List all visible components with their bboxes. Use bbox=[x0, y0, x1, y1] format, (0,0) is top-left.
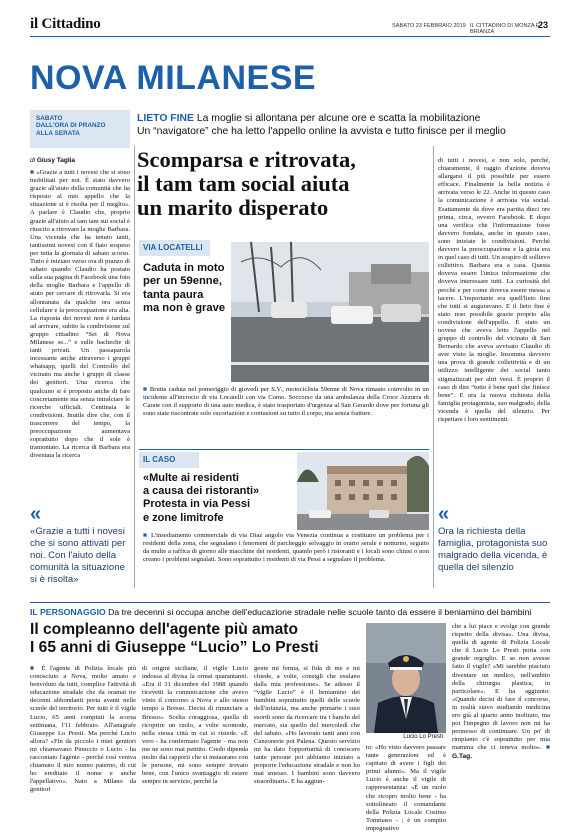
box2-tag: IL CASO bbox=[139, 452, 199, 468]
bottom-headline bbox=[30, 621, 370, 657]
box1-tag: VIA LOCATELLI bbox=[139, 240, 210, 256]
end-marker: ■ bbox=[546, 744, 550, 752]
box1-body-text: Brutta caduta nel pomeriggio di giovedì per S.V., motociclista 59enne di Nova rimasto coinvolto in un incidente all'incrocio di via Locatelli con via Como. Soccorso da una ambulanza della Croce Azzurra di Carate con il supporto di una auto medica, è stato trasportato d'urgenza al San Gerardo dove per fortuna gli sono state riscontrate solo escoriazioni e contusioni su tutto il corpo, ma senza fratture. bbox=[143, 386, 429, 418]
box2-title bbox=[143, 472, 260, 525]
bottom-col2-text: di origini siciliane, il vigile Lucio indossa al divisa la ormai quarantanni. «Era il 31 dicembre del 1988 quando ricevetti la comunicazione che avevo vinto il concorso a Nova e allo stesso tempo a Bresso. Decisi di rinunciare a Bresso». Scelta coraggiosa, quella di ricoprire un ruolo, a volte scomodo, nella stessa città in cui si risiede. «È vero - ha confermato l'agente - ma non me ne sono mai pentito. Credo dipenda molto dai rapporti che si instaurano con le persone, mi sono sempre trovato bene, con l'unico svantaggio di essere sempre in servizio, perché la bbox=[142, 665, 248, 786]
quote-open-icon: « bbox=[438, 503, 450, 525]
box1-title-line1: Caduta in moto bbox=[143, 262, 225, 274]
bottom-col1-text: È l'agente di Polizia locale più conosciuto a Nova, molto amato e benvoluto da tutti, complice l'attività di educazione stradale che da oramai tre decenni abbondanti porta avanti nelle scuole del territorio. Per tutti è il vigile Lucio, 65 anni compiuti la scorsa settimana, l'11 febbraio. All'anagrafe Giuseppe Lo Presti. Ma perché Lucio allora? «Fin da piccolo i miei genitori mi chiamavano Pinuccio o Lucio - ha raccontato l'agente - perché così veniva chiamato il mio nonno paterno, di cui ho ereditato il nome e anche l'appellativo». Nato a Milano da genitori bbox=[30, 665, 136, 794]
box-via-locatelli bbox=[139, 240, 429, 445]
sidebar-tag-day: SABATO bbox=[36, 115, 63, 122]
box-divider bbox=[139, 449, 429, 450]
main-headline-line3: un marito disperato bbox=[137, 195, 329, 220]
box2-title-line2: a causa dei ristoranti» bbox=[143, 485, 260, 498]
section-title: NOVA MILANESE bbox=[30, 59, 317, 97]
page-number: 23 bbox=[538, 20, 549, 30]
left-pull-quote bbox=[30, 503, 132, 586]
box1-body bbox=[143, 386, 429, 444]
portrait-photo bbox=[366, 623, 446, 733]
box1-title-line2: per un 59enne, bbox=[143, 275, 222, 288]
right-pull-quote bbox=[438, 503, 550, 574]
bottom-kicker bbox=[30, 607, 550, 618]
main-headline-line1: Scomparsa e ritrovata, bbox=[137, 147, 356, 172]
right-quote-text: Ora la richiesta della famiglia, protagonista suo malgrado della vicenda, è quella del silenzio bbox=[438, 526, 548, 573]
bottom-col2 bbox=[142, 665, 248, 818]
box2-body bbox=[143, 532, 429, 590]
paragraph-marker: ■ bbox=[30, 665, 42, 672]
accident-photo bbox=[231, 242, 429, 382]
bottom-col5 bbox=[452, 623, 550, 818]
masthead-logo: il Cittadino bbox=[30, 16, 101, 32]
bottom-col4 bbox=[366, 744, 446, 832]
main-subhead: Un “navigatore” che ha letto l'appello online la avvista e tutto finisce per il meglio bbox=[137, 126, 506, 137]
sidebar-tag-line2: ALLA SERATA bbox=[36, 129, 80, 137]
main-headline bbox=[137, 148, 427, 220]
bottom-col3 bbox=[254, 665, 360, 818]
box2-body-text: L'insediamento commerciale di via Diaz angolo via Venezia continua a costituire un problema per i residenti della zona, che segnalano i fenomeni di parcheggio selvaggio in orario serale e notturno, seguito da multe a raffica di giorno alle macchine dei residenti, quando però i ristoranti e i locali sono chiusi o non creano i problemi segnalati. Sono soprattutto i residenti di via Pessi a segnalare il problema. bbox=[143, 532, 429, 564]
bottom-col5-text: che a lui piace e svolge con grande rispetto della divisa». Una divisa, quella di agente di Polizia Locale che il Lucio Lo Presti porta con grande orgoglio. E se non avesse fatto il vigile? «Mi sarebbe piaciuto diventare un medico, nell'ambito della chirurgia plastica, in particolare». E ha aggiunto: «Quando decisi di fare il concorso, in realtà stavo studiando medicina ero già al quarto anno inoltrato, ma poi l'impegno di lavoro non mi ha permesso di continuare. Un po' di rimpianto c'è soprattutto per mia mamma che ci teneva molto». bbox=[452, 623, 550, 752]
left-quote-text: «Grazie a tutti i novesi che si sono attivati per noi. Con l'aiuto della comunità la situazione si è risolta» bbox=[30, 526, 126, 585]
main-col2-text: di tutti i novesi, e non solo, perché, chiaramente, il raggio d'azione doveva allargarsi il più possibile per essere efficace. Finalmente la bella notizia è arrivata verso le 22. Anche in questo caso la comunicazione è arrivata via social. Esattamente da dove era partita dieci ore prima, circa, ovvero Facebook. E dopo una verifica che l'informazione fosse davvero fondata, anche in questo caso, sono iniziate le condivisioni. Perché davvero la preoccupazione e la gioia era in quel caso di tutti. Un sospiro di sollievo collettivo. Barbara era a casa. Questa doveva essere l'unica informazione che doveva interessare tutti. La curiosità del perché e per come doveva essere messa a tacere. L'importante era quell'lieto fine che tutti si auguravano. E il lieto fine è stato reso possibile grazie proprio alla condivisione dell'appello. È stato un novese che aveva letto l'appello nel gruppo di controllo del vicinato di San Bernardo che aveva avvisato Claudio di aver visto la moglie. Insomma davvero una prova di grande collettività e di un utilizzo intelligente dei social tanto stigmatizzati per altri versi. È proprio il caso di dire “tutto è bene quel che finisce bene”. E ora la nuova richiesta della famiglia protagonista, suo malgrado, della vicenda è quella del silenzio. Per rispettare i loro sentimenti. bbox=[438, 157, 550, 423]
main-kicker-text: La moglie si allontana per alcune ore e scatta la mobilitazione bbox=[196, 113, 481, 124]
box2-title-line1: «Multe ai residenti bbox=[143, 472, 239, 484]
bottom-headline-line1: Il compleanno dell'agente più amato bbox=[30, 621, 298, 638]
main-headline-line2: il tam tam social aiuta bbox=[137, 171, 350, 196]
box2-title-line4: e zone limitrofe bbox=[143, 511, 224, 524]
bottom-kicker-label: IL PERSONAGGIO bbox=[30, 607, 106, 617]
main-col1-text: «Grazie a tutti i novesi che si sono mobilitati per noi. È stato davvero grazie all'aiuto della comunità che ha risposto al mio appello che la situazione si è risolta per il meglio». A parlare è Claudio che, proprio grazie all'aiuto al tam tam sui social è riuscito a ritrovare la moglie Barbara. Una vicenda che ha tenuto tanti, tantissimi novesi con il fiato sospeso per tutta la giornata di sabato scorso. Tutto è iniziato verso ora di pranzo di sabato quando Claudio ha postato sulla sua pagina di Facebook una foto della moglie Barbara e l'appello di aiuto per cercare di ritrovarla. Si era allontanata da qualche ora senza cellulare e la preoccupazione era alta. La risposta dei novesi non è tardata ad arrivare, subito la condivisione sul gruppo cittadino “Sei di Nova Milanese se...” e sulle bacheche di tanti privati. Un passaparola incessante anche attraverso i gruppi whatsapp, quelli del Controllo del vicinato ma anche i gruppi di classe dei genitori. Una ricerca che qualcuno si è proposto anche di fare concretamente ma senza intralciare le ricerche ufficiali. Centinaia le condivisioni. Inutile dire che, con il trascorrere del tempo, la preoccupazione aumentava soprattutto dopo che il sole è tramontato. La ricerca di Barbara era diventata la ricerca bbox=[30, 169, 130, 460]
sidebar-tag bbox=[30, 110, 130, 148]
byline-name: Giusy Taglia bbox=[36, 157, 76, 164]
bottom-col4-text: to: «Ho visto davvero passare tante generazioni ed è capitato di avere i figli dei primi alunni». Ma il vigile Lucio è anche il vigile di rappresentanza: «È un ruolo che ricopro molto bene - ha sottolineato il comandante della Polizia Locale Cosimo Tommaso - ; è un compito impegnativo bbox=[366, 744, 446, 832]
column-divider bbox=[134, 146, 135, 588]
byline-prefix: di bbox=[30, 157, 36, 164]
street-photo bbox=[297, 452, 429, 530]
bottom-headline-line2: I 65 anni di Giuseppe “Lucio” Lo Presti bbox=[30, 639, 319, 656]
box1-title-line3: tanta paura bbox=[143, 288, 204, 301]
bottom-col1 bbox=[30, 665, 136, 818]
box2-title-line3: Protesta in via Pessi bbox=[143, 498, 250, 511]
main-kicker-label: LIETO FINE bbox=[137, 113, 194, 124]
masthead-edition: IL CITTADINO DI MONZA E BRIANZA bbox=[470, 23, 540, 35]
main-article-col1 bbox=[30, 169, 130, 494]
paragraph-marker: ■ bbox=[143, 532, 151, 539]
photo-caption: Lucio Lo Presti bbox=[403, 734, 443, 740]
bottom-col3-text: gente mi ferma, si fida di me e mi chiede, a volte, consigli che esulano dalla mia professione». Se adesso il “vigile Lucio” è il beniamino dei bambini soprattutto quelli delle scuole dell'infanzia, ma anche primarie i suoi esordi sono da ricercare tra i banchi del mercato, sia quello del mercoledì che del sabato. «Ho lavorato tanti anni con Canzonerie poi Palena. Questo servizio mi ha dato l'opportunità di conoscere tante persone poi abbiamo iniziato a proporre l'educazione stradale e non ho mai smesso. I bambini sono davvero straordinari». E ha aggiun- bbox=[254, 665, 360, 786]
box-il-caso bbox=[139, 452, 429, 592]
sidebar-tag-line1: DALL'ORA DI PRANZO bbox=[36, 122, 106, 130]
quote-open-icon: « bbox=[30, 503, 42, 525]
paragraph-marker: ■ bbox=[30, 169, 37, 176]
signature: G.Tag. bbox=[452, 752, 473, 760]
masthead bbox=[30, 14, 550, 36]
paragraph-marker: ■ bbox=[143, 386, 150, 393]
section-divider bbox=[30, 602, 550, 603]
main-article-col2 bbox=[438, 157, 550, 495]
column-divider bbox=[433, 146, 434, 588]
box1-title-line4: ma non è grave bbox=[143, 302, 226, 315]
box1-title bbox=[143, 262, 225, 316]
masthead-rule bbox=[30, 36, 550, 37]
bottom-kicker-text: Da tre decenni si occupa anche dell'educazione stradale nelle scuole tanto da essere il beniamino dei bambini bbox=[108, 607, 532, 617]
masthead-date: SABATO 23 FEBBRAIO 2019 bbox=[392, 23, 466, 29]
main-kicker bbox=[137, 113, 552, 125]
byline bbox=[30, 157, 75, 164]
